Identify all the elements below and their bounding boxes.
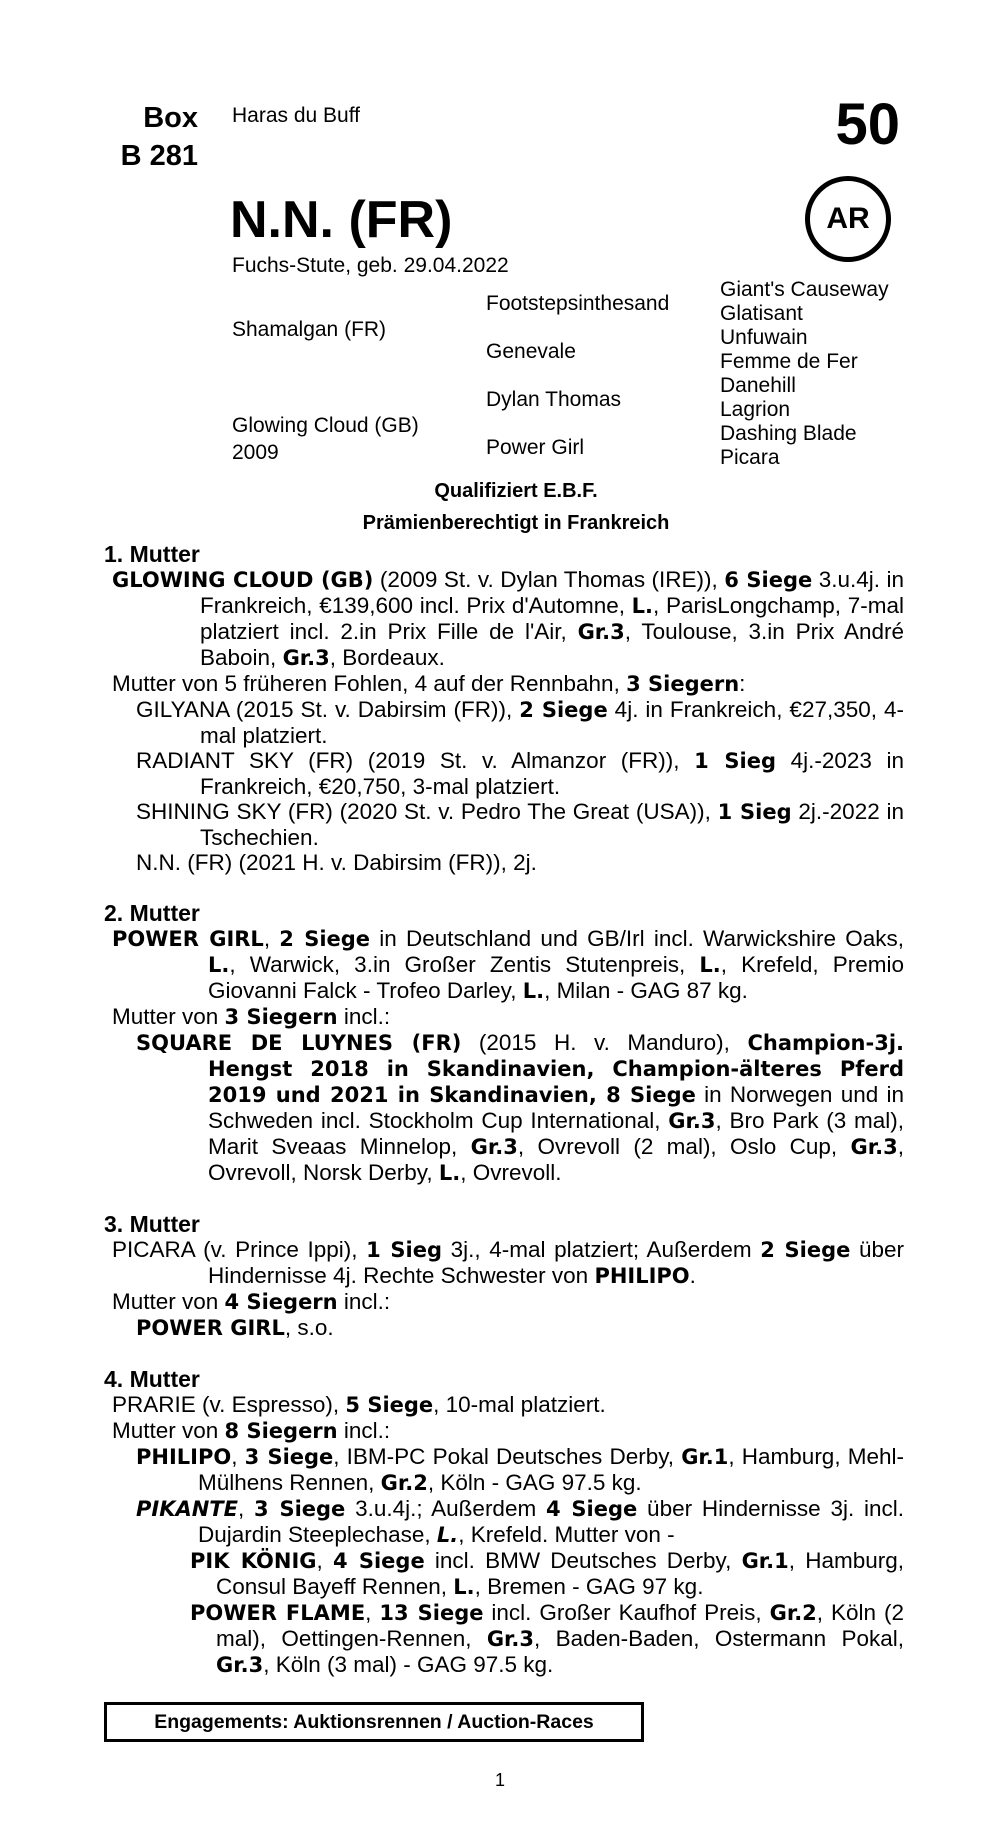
pedigree-grandsire-maternal: Dylan Thomas	[486, 388, 622, 411]
bold-text: Gr.3	[668, 1109, 716, 1133]
bold-text: 3 Siege	[254, 1497, 346, 1521]
text: über Hindernisse 3j. incl. Dujardin Steeplechase,	[198, 1496, 904, 1547]
bold-text: 2 Siege	[760, 1238, 851, 1262]
bold-text: L.	[436, 1523, 459, 1547]
bold-text: L.	[631, 594, 654, 618]
text: ,	[237, 1496, 255, 1521]
bold-text: POWER FLAME	[190, 1601, 366, 1625]
text: 4j.-2023 in Frankreich, €20,750, 3-mal platziert.	[200, 748, 904, 799]
family-entry	[104, 1030, 904, 1186]
text: , Bordeaux.	[329, 645, 445, 670]
bold-text: GLOWING CLOUD (GB)	[112, 568, 374, 592]
bold-text: Champion-3j. Hengst 2018 in Skandinavien, Champion-älteres Pferd 2019 und 2021 in Skandinavien, 8 Siege	[208, 1031, 904, 1107]
great-grandparent: Glatisant	[720, 302, 803, 325]
bold-text: SQUARE DE LUYNES (FR)	[136, 1031, 462, 1055]
text: 4j. in Frankreich, €27,350, 4-mal platziert.	[200, 697, 904, 748]
bold-text: 3 Siegern	[224, 1005, 338, 1029]
text: .	[689, 1263, 696, 1288]
pedigree-great-grandparents	[720, 278, 889, 470]
section-heading: 2. Mutter	[104, 900, 200, 926]
section-heading: 4. Mutter	[104, 1366, 200, 1392]
bold-text: 3 Siegern	[626, 672, 740, 696]
bold-text: 3 Siege	[244, 1445, 334, 1469]
bold-text: PHILIPO	[594, 1264, 690, 1288]
bold-text: L.	[453, 1575, 475, 1599]
text: 3.u.4j.; Außerdem	[345, 1496, 546, 1521]
text: , IBM-PC Pokal Deutsches Derby,	[333, 1444, 682, 1469]
text: incl. BMW Deutsches Derby,	[424, 1548, 742, 1573]
text: incl.:	[337, 1418, 391, 1443]
family-entry	[104, 799, 904, 850]
section-heading: 1. Mutter	[104, 541, 200, 567]
family-entry	[104, 1418, 904, 1444]
bold-text: Gr.1	[681, 1445, 729, 1469]
text: Mutter von	[112, 1004, 225, 1029]
bold-text: PHILIPO	[136, 1445, 232, 1469]
section-heading: 3. Mutter	[104, 1211, 200, 1237]
bold-text: 2 Siege	[519, 698, 608, 722]
bold-text: Gr.3	[282, 646, 330, 670]
family-entry	[104, 1315, 904, 1341]
bold-text: 1 Sieg	[694, 749, 776, 773]
text: über Hindernisse 4j. Rechte Schwester von	[208, 1237, 905, 1288]
text: ,	[365, 1600, 380, 1625]
bold-text: Gr.1	[741, 1549, 789, 1573]
horse-name: N.N. (FR)	[230, 191, 453, 249]
family-entry	[104, 850, 904, 875]
text: , Krefeld, Premio Giovanni Falck - Trofeo Darley,	[208, 952, 904, 1003]
family-entry	[104, 1004, 904, 1030]
ar-badge: AR	[805, 176, 891, 262]
text: , Toulouse, 3.in Prix André Baboin,	[200, 619, 904, 670]
text: ,	[231, 1444, 245, 1469]
text: , ParisLongchamp, 7-mal platziert incl. 2.in Prix Fille de l'Air,	[200, 593, 904, 644]
text: , Ovrevoll (2 mal), Oslo Cup,	[517, 1134, 851, 1159]
box-label: Box	[143, 102, 198, 134]
pedigree-granddam-maternal: Power Girl	[486, 436, 585, 459]
family-entry	[104, 697, 904, 748]
text: , Krefeld. Mutter von -	[458, 1522, 675, 1547]
bold-text: L.	[438, 1161, 461, 1185]
text: N.N. (FR) (2021 H. v. Dabirsim (FR)), 2j.	[136, 850, 537, 875]
text: , s.o.	[284, 1315, 334, 1340]
great-grandparent: Picara	[720, 446, 780, 469]
pedigree-grandsire-paternal: Footstepsinthesand	[486, 292, 670, 315]
qualification-france: Prämienberechtigt in Frankreich	[362, 512, 670, 534]
text: , Köln - GAG 97.5 kg.	[427, 1470, 642, 1495]
text: Mutter von	[112, 1418, 225, 1443]
text: SHINING SKY (FR) (2020 St. v. Pedro The Great (USA)),	[136, 799, 718, 824]
lot-number: 50	[835, 92, 900, 157]
text: PRARIE (v. Espresso),	[112, 1392, 346, 1417]
bold-text: 6 Siege	[724, 568, 813, 592]
family-entry	[104, 1237, 904, 1289]
text: , Bremen - GAG 97 kg.	[474, 1574, 704, 1599]
pedigree-dam-year: 2009	[232, 441, 279, 464]
text: (2009 St. v. Dylan Thomas (IRE)),	[373, 567, 725, 592]
bold-text: 8 Siegern	[224, 1419, 338, 1443]
page-number: 1	[494, 1770, 505, 1790]
family-details	[104, 542, 904, 1678]
box-number: B 281	[120, 140, 198, 172]
qualification-ebf: Qualifiziert E.B.F.	[434, 480, 598, 502]
bold-text: L.	[522, 979, 545, 1003]
section-gap	[104, 1341, 904, 1367]
text: 3.u.4j. in Frankreich, €139,600 incl. Prix d'Automne,	[200, 567, 905, 618]
great-grandparent: Danehill	[720, 374, 796, 397]
bold-text: 5 Siege	[345, 1393, 434, 1417]
pedigree-dam: Glowing Cloud (GB)	[232, 414, 419, 437]
text: GILYANA (2015 St. v. Dabirsim (FR)),	[136, 697, 520, 722]
bold-text: 4 Siege	[333, 1549, 425, 1573]
family-entry	[104, 567, 904, 671]
text: , Köln (2 mal), Oettingen-Rennen,	[216, 1600, 904, 1651]
bold-text: 13 Siege	[379, 1601, 484, 1625]
text: , Ovrevoll, Norsk Derby,	[208, 1134, 904, 1185]
text: RADIANT SKY (FR) (2019 St. v. Almanzor (FR)),	[136, 748, 695, 773]
family-entry	[104, 748, 904, 799]
great-grandparent: Dashing Blade	[720, 422, 857, 445]
bold-text: Gr.2	[769, 1601, 817, 1625]
bold-text: 1 Sieg	[366, 1238, 443, 1262]
pedigree-sire: Shamalgan (FR)	[232, 318, 387, 341]
bold-text: Gr.3	[577, 620, 625, 644]
text: 3j., 4-mal platziert; Außerdem	[442, 1237, 761, 1262]
bold-text: L.	[699, 953, 721, 977]
text: (2015 H. v. Manduro),	[461, 1030, 748, 1055]
bold-text: Gr.3	[486, 1627, 535, 1651]
bold-text: Gr.2	[380, 1471, 428, 1495]
text: 2j.-2022 in Tschechien.	[200, 799, 904, 850]
family-entry	[104, 1600, 904, 1678]
text: , Hamburg, Consul Bayeff Rennen,	[216, 1548, 904, 1599]
bold-text: 2 Siege	[279, 927, 371, 951]
text: in Deutschland und GB/Irl incl. Warwickshire Oaks,	[370, 926, 904, 951]
family-entry	[104, 1289, 904, 1315]
great-grandparent: Giant's Causeway	[720, 278, 889, 301]
family-entry	[104, 1392, 904, 1418]
bold-text: Gr.3	[470, 1135, 518, 1159]
great-grandparent: Lagrion	[720, 398, 791, 421]
family-entry	[104, 926, 904, 1004]
pedigree-granddam-paternal: Genevale	[486, 340, 576, 363]
text: , Köln (3 mal) - GAG 97.5 kg.	[263, 1652, 554, 1677]
text: incl.:	[337, 1289, 391, 1314]
bold-text: PIKANTE	[136, 1497, 238, 1521]
text: incl.:	[337, 1004, 391, 1029]
text: , Bro Park (3 mal), Marit Sveaas Minnelop,	[208, 1108, 904, 1159]
bold-text: 1 Sieg	[717, 800, 792, 824]
text: , Milan - GAG 87 kg.	[544, 978, 748, 1003]
text: ,	[316, 1548, 333, 1573]
bold-text: PIK KÖNIG	[190, 1549, 317, 1573]
section-gap	[104, 1186, 904, 1212]
family-entry	[104, 1496, 904, 1548]
bold-text: POWER GIRL	[136, 1316, 285, 1340]
text: PICARA (v. Prince Ippi),	[112, 1237, 367, 1262]
text: , Ovrevoll.	[460, 1160, 562, 1185]
great-grandparent: Femme de Fer	[720, 350, 858, 373]
text: , Baden-Baden, Ostermann Pokal,	[534, 1626, 904, 1651]
breeder-name: Haras du Buff	[232, 104, 361, 127]
text: incl. Großer Kaufhof Preis,	[483, 1600, 770, 1625]
great-grandparent: Unfuwain	[720, 326, 808, 349]
family-entry	[104, 1444, 904, 1496]
bold-text: 4 Siege	[545, 1497, 638, 1521]
section-gap	[104, 875, 904, 901]
horse-description: Fuchs-Stute, geb. 29.04.2022	[232, 254, 509, 277]
text: , Hamburg, Mehl-Mülhens Rennen,	[198, 1444, 904, 1495]
engagements-box: Engagements: Auktionsrennen / Auction-Races	[104, 1702, 644, 1742]
text: ,	[263, 926, 280, 951]
bold-text: 4 Siegern	[224, 1290, 338, 1314]
bold-text: Gr.3	[850, 1135, 898, 1159]
text: , 10-mal platziert.	[433, 1392, 606, 1417]
text: Mutter von	[112, 1289, 225, 1314]
bold-text: POWER GIRL	[112, 927, 264, 951]
text: Mutter von 5 früheren Fohlen, 4 auf der Rennbahn,	[112, 671, 627, 696]
text: in Norwegen und in Schweden incl. Stockholm Cup International,	[208, 1082, 904, 1133]
text: , Warwick, 3.in Großer Zentis Stutenpreis,	[229, 952, 700, 977]
family-entry	[104, 1548, 904, 1600]
family-entry	[104, 671, 904, 697]
bold-text: Gr.3	[216, 1653, 264, 1677]
bold-text: L.	[208, 953, 230, 977]
text: :	[739, 671, 746, 696]
